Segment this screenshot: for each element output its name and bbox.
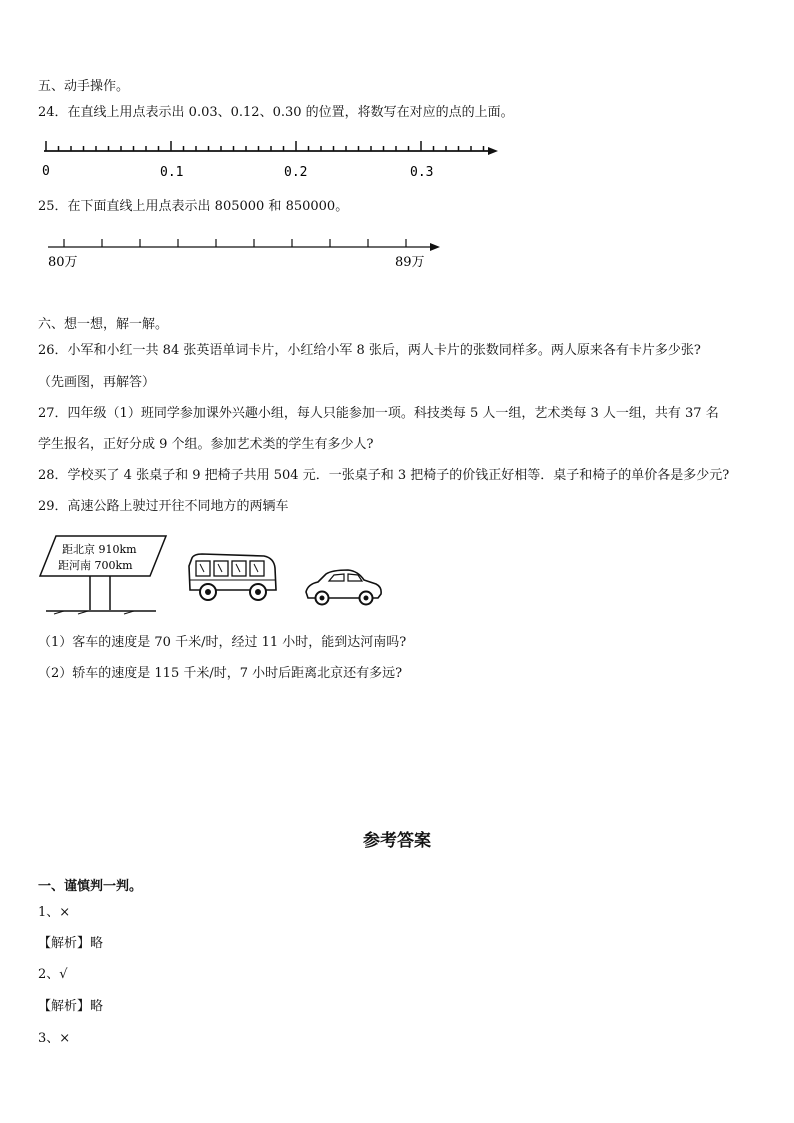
answers-title: 参考答案 bbox=[363, 831, 431, 851]
question-27-line-1: 27．四年级（1）班同学参加课外兴趣小组，每人只能参加一项。科技类每 5 人一组，艺术类每 3 人一组，共有 37 名 bbox=[38, 406, 719, 421]
question-24: 24．在直线上用点表示出 0.03、0.12、0.30 的位置，将数写在对应的点的上面。 bbox=[38, 105, 514, 120]
arrow-icon bbox=[430, 243, 440, 251]
sign-line-2: 距河南 700km bbox=[58, 559, 133, 572]
question-26: 26．小军和小红一共 84 张英语单词卡片，小红给小军 8 张后，两人卡片的张数同样多。两人原来各有卡片多少张? bbox=[38, 343, 701, 358]
sign-line-1: 距北京 910km bbox=[62, 543, 137, 556]
road-sign-figure bbox=[38, 534, 168, 616]
axis-label-89wan: 89万 bbox=[395, 255, 425, 270]
axis-label-80wan: 80万 bbox=[48, 255, 78, 270]
car-icon bbox=[304, 568, 384, 606]
answer-1-analysis: 【解析】略 bbox=[38, 936, 104, 951]
question-29-sub-2: （2）轿车的速度是 115 千米/时，7 小时后距离北京还有多远? bbox=[38, 666, 403, 681]
answer-1: 1、× bbox=[38, 905, 71, 920]
section-6-heading: 六、想一想，解一解。 bbox=[38, 317, 169, 332]
number-line-q24 bbox=[36, 138, 506, 184]
answer-3: 3、× bbox=[38, 1031, 71, 1046]
answers-heading: 一、谨慎判一判。 bbox=[38, 879, 143, 894]
axis-label-0.3: 0.3 bbox=[410, 165, 434, 180]
question-28: 28．学校买了 4 张桌子和 9 把椅子共用 504 元．一张桌子和 3 把椅子的价钱正好相等．桌子和椅子的单价各是多少元? bbox=[38, 468, 730, 483]
question-26-note: （先画图，再解答） bbox=[38, 375, 156, 390]
section-5-heading: 五、动手操作。 bbox=[38, 79, 130, 94]
axis-label-0: 0 bbox=[42, 164, 50, 179]
axis-label-0.2: 0.2 bbox=[284, 165, 308, 180]
answer-2-analysis: 【解析】略 bbox=[38, 999, 104, 1014]
question-25: 25．在下面直线上用点表示出 805000 和 850000。 bbox=[38, 199, 349, 214]
question-29: 29．高速公路上驶过开往不同地方的两辆车 bbox=[38, 499, 289, 514]
answer-2: 2、√ bbox=[38, 967, 68, 982]
number-line-q25 bbox=[44, 234, 444, 274]
question-27-line-2: 学生报名，正好分成 9 个组。参加艺术类的学生有多少人? bbox=[38, 437, 374, 452]
axis-label-0.1: 0.1 bbox=[160, 165, 184, 180]
question-29-sub-1: （1）客车的速度是 70 千米/时，经过 11 小时，能到达河南吗? bbox=[38, 635, 407, 650]
arrow-icon bbox=[488, 147, 498, 155]
bus-icon bbox=[186, 552, 278, 604]
